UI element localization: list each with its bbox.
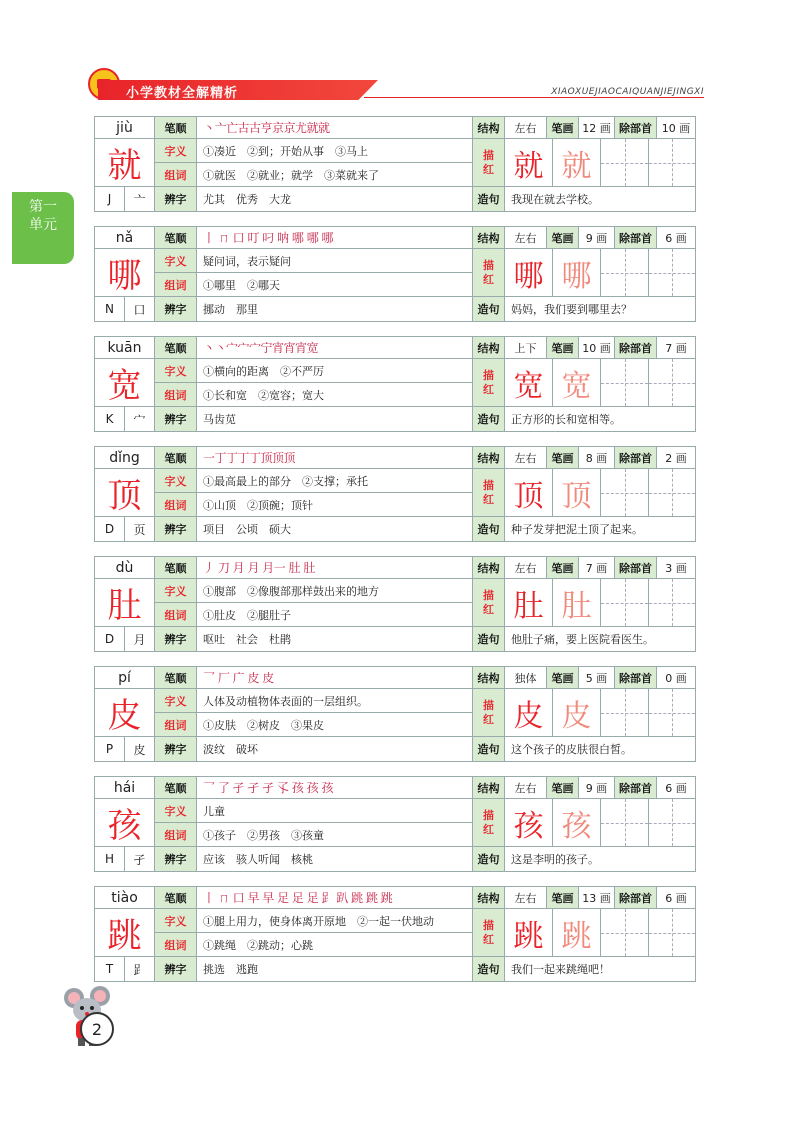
label-trace bbox=[473, 249, 505, 297]
radical: 孑 bbox=[125, 847, 155, 871]
trace-box-1[interactable]: 跳 bbox=[505, 909, 553, 957]
label-excluding-radical: 除部首 bbox=[615, 227, 657, 249]
similar-chars-text: 呕吐 社会 杜鹃 bbox=[197, 627, 473, 651]
label-words: 组词 bbox=[155, 383, 197, 407]
label-trace-1: 描 bbox=[483, 368, 494, 382]
label-excluding-radical: 除部首 bbox=[615, 887, 657, 909]
label-trace-2: 红 bbox=[483, 382, 494, 396]
label-trace-2: 红 bbox=[483, 822, 494, 836]
similar-chars-text: 波纹 破坏 bbox=[197, 737, 473, 761]
practice-box-1[interactable] bbox=[601, 359, 649, 407]
meaning-text: ①凑近 ②到；开始从事 ③马上 bbox=[197, 139, 473, 163]
trace-box-1[interactable]: 哪 bbox=[505, 249, 553, 297]
strokes-excluding-radical: 3 画 bbox=[657, 557, 695, 579]
main-character: 孩 bbox=[95, 799, 155, 847]
char-pinyin: nǎ bbox=[95, 227, 155, 249]
label-sentence: 造句 bbox=[473, 957, 505, 981]
stroke-count: 13 画 bbox=[579, 887, 615, 909]
main-character: 跳 bbox=[95, 909, 155, 957]
strokes-excluding-radical: 10 画 bbox=[657, 117, 695, 139]
radical: 𧾷 bbox=[125, 957, 155, 981]
structure-value: 左右 bbox=[505, 557, 547, 579]
trace-box-2[interactable]: 顶 bbox=[553, 469, 601, 517]
unit-tab-line2: 单元 bbox=[29, 217, 57, 233]
label-stroke-count: 笔画 bbox=[547, 117, 579, 139]
words-text: ①长和宽 ②宽容；宽大 bbox=[197, 383, 473, 407]
radical: 亠 bbox=[125, 187, 155, 211]
stroke-order: 丨 ㄇ 口 叮 叼 呐 哪 哪 哪 bbox=[197, 227, 473, 249]
index-letter: T bbox=[95, 957, 125, 981]
index-letter: D bbox=[95, 627, 125, 651]
structure-value: 左右 bbox=[505, 887, 547, 909]
trace-box-2[interactable]: 跳 bbox=[553, 909, 601, 957]
main-character: 肚 bbox=[95, 579, 155, 627]
structure-value: 左右 bbox=[505, 777, 547, 799]
header-pinyin: XIAOXUEJIAOCAIQUANJIEJINGXI bbox=[551, 87, 704, 97]
label-excluding-radical: 除部首 bbox=[615, 337, 657, 359]
label-sentence: 造句 bbox=[473, 737, 505, 761]
label-similar: 辨字 bbox=[155, 847, 197, 871]
practice-box-1[interactable] bbox=[601, 579, 649, 627]
char-pinyin: dǐng bbox=[95, 447, 155, 469]
char-pinyin: pí bbox=[95, 667, 155, 689]
structure-value: 左右 bbox=[505, 447, 547, 469]
stroke-count: 9 画 bbox=[579, 227, 615, 249]
practice-box-2[interactable] bbox=[649, 579, 695, 627]
meaning-text: 人体及动植物体表面的一层组织。 bbox=[197, 689, 473, 713]
label-trace-2: 红 bbox=[483, 932, 494, 946]
words-text: ①哪里 ②哪天 bbox=[197, 273, 473, 297]
index-letter: J bbox=[95, 187, 125, 211]
trace-box-2[interactable]: 宽 bbox=[553, 359, 601, 407]
stroke-order: 一丁丁丁丁顶顶顶 bbox=[197, 447, 473, 469]
label-sentence: 造句 bbox=[473, 517, 505, 541]
label-excluding-radical: 除部首 bbox=[615, 557, 657, 579]
label-stroke-count: 笔画 bbox=[547, 337, 579, 359]
index-letter: K bbox=[95, 407, 125, 431]
label-sentence: 造句 bbox=[473, 297, 505, 321]
char-pinyin: dù bbox=[95, 557, 155, 579]
char-pinyin: jiù bbox=[95, 117, 155, 139]
structure-value: 左右 bbox=[505, 117, 547, 139]
label-trace-1: 描 bbox=[483, 698, 494, 712]
label-excluding-radical: 除部首 bbox=[615, 117, 657, 139]
similar-chars-text: 挑选 逃跑 bbox=[197, 957, 473, 981]
label-meaning: 字义 bbox=[155, 139, 197, 163]
label-stroke-order: 笔顺 bbox=[155, 337, 197, 359]
unit-tab[interactable] bbox=[12, 192, 74, 264]
label-trace bbox=[473, 799, 505, 847]
practice-box-1[interactable] bbox=[601, 689, 649, 737]
label-structure: 结构 bbox=[473, 777, 505, 799]
label-words: 组词 bbox=[155, 713, 197, 737]
label-similar: 辨字 bbox=[155, 187, 197, 211]
label-trace-2: 红 bbox=[483, 712, 494, 726]
practice-box-2[interactable] bbox=[649, 249, 695, 297]
words-text: ①孩子 ②男孩 ③孩童 bbox=[197, 823, 473, 847]
label-sentence: 造句 bbox=[473, 847, 505, 871]
label-stroke-count: 笔画 bbox=[547, 227, 579, 249]
stroke-order: 丿 刀 月 月 月一 肚 肚 bbox=[197, 557, 473, 579]
label-structure: 结构 bbox=[473, 117, 505, 139]
char-card bbox=[94, 116, 696, 212]
meaning-text: ①腿上用力，使身体离开原地 ②一起一伏地动 bbox=[197, 909, 473, 933]
label-meaning: 字义 bbox=[155, 359, 197, 383]
similar-chars-text: 尤其 优秀 大龙 bbox=[197, 187, 473, 211]
label-trace bbox=[473, 689, 505, 737]
words-text: ①肚皮 ②腿肚子 bbox=[197, 603, 473, 627]
similar-chars-text: 应该 骇人听闻 核桃 bbox=[197, 847, 473, 871]
label-stroke-order: 笔顺 bbox=[155, 777, 197, 799]
trace-box-2[interactable]: 肚 bbox=[553, 579, 601, 627]
page-header bbox=[84, 66, 704, 102]
label-structure: 结构 bbox=[473, 227, 505, 249]
example-sentence: 种子发芽把泥土顶了起来。 bbox=[511, 523, 643, 536]
similar-chars-text: 项目 公顷 硕大 bbox=[197, 517, 473, 541]
example-sentence: 这个孩子的皮肤很白皙。 bbox=[511, 743, 632, 756]
trace-box-1[interactable]: 皮 bbox=[505, 689, 553, 737]
main-character: 哪 bbox=[95, 249, 155, 297]
label-trace bbox=[473, 469, 505, 517]
label-similar: 辨字 bbox=[155, 957, 197, 981]
header-title: 小学教材全解精析 bbox=[126, 86, 239, 101]
char-card bbox=[94, 556, 696, 652]
label-trace-1: 描 bbox=[483, 918, 494, 932]
stroke-order: 乛 厂 广 皮 皮 bbox=[197, 667, 473, 689]
label-stroke-order: 笔顺 bbox=[155, 557, 197, 579]
index-letter: D bbox=[95, 517, 125, 541]
stroke-count: 9 画 bbox=[579, 777, 615, 799]
label-stroke-count: 笔画 bbox=[547, 667, 579, 689]
structure-value: 左右 bbox=[505, 227, 547, 249]
label-similar: 辨字 bbox=[155, 297, 197, 321]
label-meaning: 字义 bbox=[155, 909, 197, 933]
char-pinyin: kuān bbox=[95, 337, 155, 359]
header-rule bbox=[364, 97, 704, 98]
label-stroke-count: 笔画 bbox=[547, 777, 579, 799]
main-character: 皮 bbox=[95, 689, 155, 737]
label-meaning: 字义 bbox=[155, 689, 197, 713]
stroke-count: 10 画 bbox=[579, 337, 615, 359]
char-card bbox=[94, 226, 696, 322]
label-words: 组词 bbox=[155, 493, 197, 517]
label-sentence: 造句 bbox=[473, 627, 505, 651]
label-structure: 结构 bbox=[473, 887, 505, 909]
trace-box-2[interactable]: 就 bbox=[553, 139, 601, 187]
label-similar: 辨字 bbox=[155, 517, 197, 541]
practice-box-1[interactable] bbox=[601, 249, 649, 297]
stroke-count: 5 画 bbox=[579, 667, 615, 689]
example-sentence: 正方形的长和宽相等。 bbox=[511, 413, 621, 426]
radical: 宀 bbox=[125, 407, 155, 431]
words-text: ①跳绳 ②跳动；心跳 bbox=[197, 933, 473, 957]
char-card bbox=[94, 776, 696, 872]
label-words: 组词 bbox=[155, 933, 197, 957]
index-letter: P bbox=[95, 737, 125, 761]
trace-box-1[interactable]: 就 bbox=[505, 139, 553, 187]
practice-box-1[interactable] bbox=[601, 799, 649, 847]
label-trace-1: 描 bbox=[483, 478, 494, 492]
label-words: 组词 bbox=[155, 823, 197, 847]
label-similar: 辨字 bbox=[155, 627, 197, 651]
label-structure: 结构 bbox=[473, 557, 505, 579]
trace-box-2[interactable]: 皮 bbox=[553, 689, 601, 737]
example-sentence: 我们一起来跳绳吧！ bbox=[511, 963, 610, 976]
strokes-excluding-radical: 7 画 bbox=[657, 337, 695, 359]
structure-value: 独体 bbox=[505, 667, 547, 689]
radical: 月 bbox=[125, 627, 155, 651]
label-stroke-order: 笔顺 bbox=[155, 447, 197, 469]
label-structure: 结构 bbox=[473, 667, 505, 689]
index-letter: H bbox=[95, 847, 125, 871]
label-words: 组词 bbox=[155, 163, 197, 187]
label-stroke-order: 笔顺 bbox=[155, 667, 197, 689]
practice-box-2[interactable] bbox=[649, 689, 695, 737]
stroke-count: 7 画 bbox=[579, 557, 615, 579]
trace-box-1[interactable]: 肚 bbox=[505, 579, 553, 627]
main-character: 顶 bbox=[95, 469, 155, 517]
label-stroke-count: 笔画 bbox=[547, 447, 579, 469]
stroke-order: 丶丶宀宀宀宁宵宵宵宽 bbox=[197, 337, 473, 359]
main-character: 宽 bbox=[95, 359, 155, 407]
char-card bbox=[94, 666, 696, 762]
example-sentence: 妈妈，我们要到哪里去？ bbox=[511, 303, 632, 316]
practice-box-1[interactable] bbox=[601, 469, 649, 517]
meaning-text: 儿童 bbox=[197, 799, 473, 823]
practice-box-2[interactable] bbox=[649, 799, 695, 847]
strokes-excluding-radical: 2 画 bbox=[657, 447, 695, 469]
trace-box-1[interactable]: 孩 bbox=[505, 799, 553, 847]
char-pinyin: tiào bbox=[95, 887, 155, 909]
practice-box-2[interactable] bbox=[649, 139, 695, 187]
label-similar: 辨字 bbox=[155, 737, 197, 761]
meaning-text: 疑问词，表示疑问 bbox=[197, 249, 473, 273]
unit-tab-line1: 第一 bbox=[29, 199, 57, 215]
words-text: ①山顶 ②顶碗；顶针 bbox=[197, 493, 473, 517]
label-sentence: 造句 bbox=[473, 187, 505, 211]
stroke-order: 丨 ㄇ 口 早 早 足 足 足 𧾷 趴 跳 跳 跳 bbox=[197, 887, 473, 909]
example-sentence: 这是李明的孩子。 bbox=[511, 853, 599, 866]
strokes-excluding-radical: 6 画 bbox=[657, 887, 695, 909]
trace-box-2[interactable]: 孩 bbox=[553, 799, 601, 847]
radical: 页 bbox=[125, 517, 155, 541]
label-meaning: 字义 bbox=[155, 469, 197, 493]
label-excluding-radical: 除部首 bbox=[615, 777, 657, 799]
example-sentence: 我现在就去学校。 bbox=[511, 193, 599, 206]
label-trace bbox=[473, 909, 505, 957]
words-text: ①皮肤 ②树皮 ③果皮 bbox=[197, 713, 473, 737]
example-sentence: 他肚子痛，要上医院看医生。 bbox=[511, 633, 654, 646]
label-stroke-count: 笔画 bbox=[547, 887, 579, 909]
label-trace-1: 描 bbox=[483, 808, 494, 822]
label-words: 组词 bbox=[155, 273, 197, 297]
label-trace bbox=[473, 579, 505, 627]
radical: 皮 bbox=[125, 737, 155, 761]
practice-box-2[interactable] bbox=[649, 359, 695, 407]
label-excluding-radical: 除部首 bbox=[615, 447, 657, 469]
stroke-count: 12 画 bbox=[579, 117, 615, 139]
meaning-text: ①最高最上的部分 ②支撑；承托 bbox=[197, 469, 473, 493]
char-card bbox=[94, 886, 696, 982]
label-trace bbox=[473, 139, 505, 187]
label-similar: 辨字 bbox=[155, 407, 197, 431]
label-trace-2: 红 bbox=[483, 602, 494, 616]
trace-box-2[interactable]: 哪 bbox=[553, 249, 601, 297]
label-structure: 结构 bbox=[473, 447, 505, 469]
page-number: 2 bbox=[80, 1012, 114, 1046]
structure-value: 上下 bbox=[505, 337, 547, 359]
similar-chars-text: 马齿苋 bbox=[197, 407, 473, 431]
similar-chars-text: 挪动 那里 bbox=[197, 297, 473, 321]
label-sentence: 造句 bbox=[473, 407, 505, 431]
meaning-text: ①腹部 ②像腹部那样鼓出来的地方 bbox=[197, 579, 473, 603]
stroke-order: 丶亠亡古古亨京京尤就就 bbox=[197, 117, 473, 139]
trace-box-1[interactable]: 顶 bbox=[505, 469, 553, 517]
label-trace-2: 红 bbox=[483, 162, 494, 176]
practice-box-2[interactable] bbox=[649, 909, 695, 957]
label-trace-1: 描 bbox=[483, 588, 494, 602]
strokes-excluding-radical: 6 画 bbox=[657, 227, 695, 249]
label-trace-2: 红 bbox=[483, 272, 494, 286]
practice-box-2[interactable] bbox=[649, 469, 695, 517]
main-character: 就 bbox=[95, 139, 155, 187]
radical: 口 bbox=[125, 297, 155, 321]
label-meaning: 字义 bbox=[155, 799, 197, 823]
char-card bbox=[94, 336, 696, 432]
strokes-excluding-radical: 6 画 bbox=[657, 777, 695, 799]
label-trace bbox=[473, 359, 505, 407]
stroke-count: 8 画 bbox=[579, 447, 615, 469]
words-text: ①就医 ②就业；就学 ③菜就来了 bbox=[197, 163, 473, 187]
label-words: 组词 bbox=[155, 603, 197, 627]
label-meaning: 字义 bbox=[155, 249, 197, 273]
label-stroke-count: 笔画 bbox=[547, 557, 579, 579]
label-meaning: 字义 bbox=[155, 579, 197, 603]
index-letter: N bbox=[95, 297, 125, 321]
label-trace-1: 描 bbox=[483, 148, 494, 162]
stroke-order: 乛 了 孑 孑 孑 孓 孩 孩 孩 bbox=[197, 777, 473, 799]
label-trace-1: 描 bbox=[483, 258, 494, 272]
practice-box-1[interactable] bbox=[601, 909, 649, 957]
label-excluding-radical: 除部首 bbox=[615, 667, 657, 689]
meaning-text: ①横向的距离 ②不严厉 bbox=[197, 359, 473, 383]
char-card bbox=[94, 446, 696, 542]
practice-box-1[interactable] bbox=[601, 139, 649, 187]
label-stroke-order: 笔顺 bbox=[155, 887, 197, 909]
label-stroke-order: 笔顺 bbox=[155, 117, 197, 139]
char-pinyin: hái bbox=[95, 777, 155, 799]
strokes-excluding-radical: 0 画 bbox=[657, 667, 695, 689]
label-structure: 结构 bbox=[473, 337, 505, 359]
trace-box-1[interactable]: 宽 bbox=[505, 359, 553, 407]
label-stroke-order: 笔顺 bbox=[155, 227, 197, 249]
label-trace-2: 红 bbox=[483, 492, 494, 506]
